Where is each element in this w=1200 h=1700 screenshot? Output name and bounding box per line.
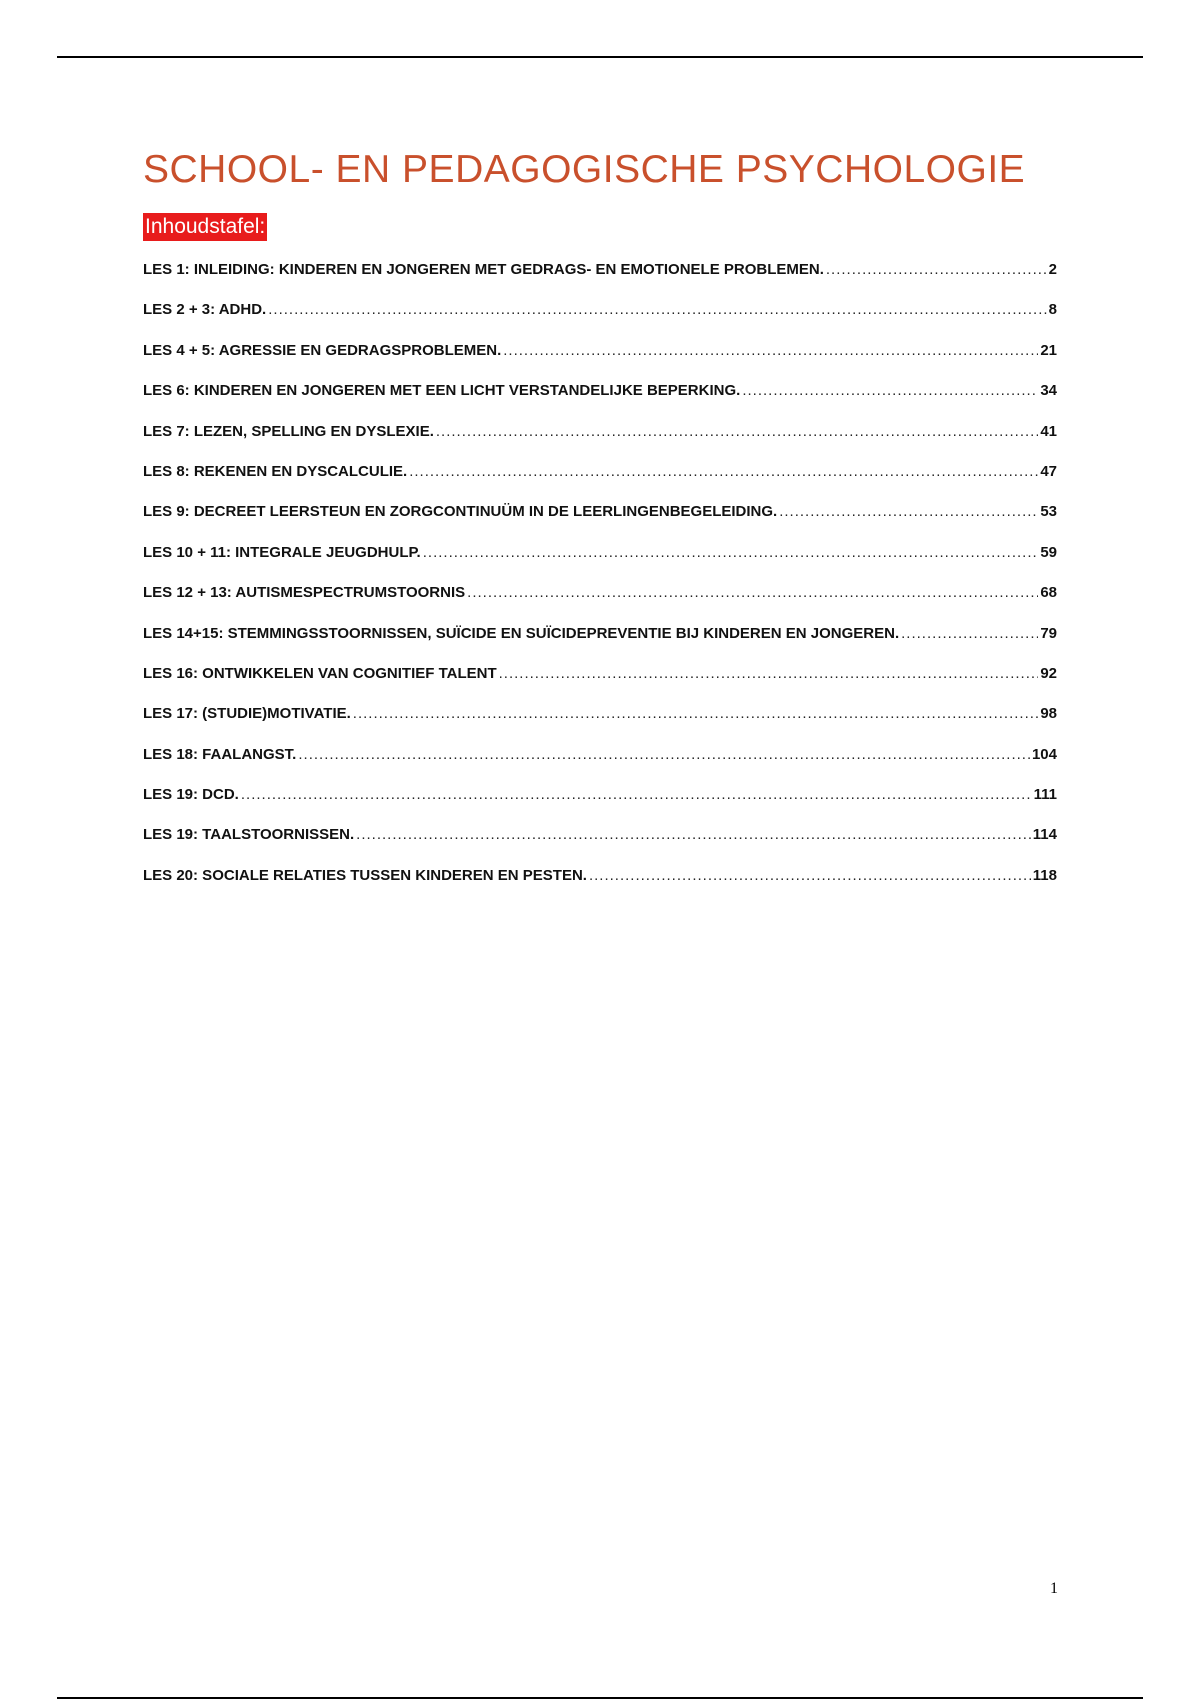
toc-entry-label: LES 12 + 13: AUTISMESPECTRUMSTOORNIS xyxy=(143,584,466,602)
toc-entry-label: LES 20: SOCIALE RELATIES TUSSEN KINDEREN EN PESTEN. xyxy=(143,866,587,884)
toc-entry-page: 47 xyxy=(1040,462,1057,480)
toc-dot-leader xyxy=(356,826,1031,843)
toc-entry[interactable] xyxy=(143,503,1057,543)
toc-entry-label: LES 10 + 11: INTEGRALE JEUGDHULP. xyxy=(143,543,421,561)
page-number: 1 xyxy=(1050,1580,1058,1597)
toc-dot-leader xyxy=(467,584,1038,601)
toc-dot-leader xyxy=(268,301,1046,318)
toc-dot-leader xyxy=(742,382,1038,399)
toc-entry-label: LES 7: LEZEN, SPELLING EN DYSLEXIE. xyxy=(143,422,434,440)
toc-entry-label: LES 17: (STUDIE)MOTIVATIE. xyxy=(143,705,351,723)
toc-entry-page: 53 xyxy=(1040,503,1057,521)
toc-entry[interactable] xyxy=(143,584,1057,624)
toc-dot-leader xyxy=(241,786,1032,803)
footer-rule xyxy=(57,1697,1143,1699)
toc-entry-page: 59 xyxy=(1040,543,1057,561)
toc-entry-page: 104 xyxy=(1031,745,1057,763)
toc-entry-label: LES 19: TAALSTOORNISSEN. xyxy=(143,826,355,844)
toc-dot-leader xyxy=(499,665,1039,682)
toc-entry-label: LES 2 + 3: ADHD. xyxy=(143,301,267,319)
toc-dot-leader xyxy=(503,342,1038,359)
toc-entry[interactable] xyxy=(143,342,1057,382)
toc-entry[interactable] xyxy=(143,867,1057,907)
toc-entry[interactable] xyxy=(143,705,1057,745)
toc-entry-page: 8 xyxy=(1048,301,1057,319)
toc-entry[interactable] xyxy=(143,544,1057,584)
toc-entry[interactable] xyxy=(143,463,1057,503)
toc-entry-label: LES 18: FAALANGST. xyxy=(143,745,297,763)
header-rule xyxy=(57,56,1143,58)
toc-entry-page: 98 xyxy=(1040,705,1057,723)
toc-entry[interactable] xyxy=(143,786,1057,826)
toc-entry-label: LES 1: INLEIDING: KINDEREN EN JONGEREN MET GEDRAGS- EN EMOTIONELE PROBLEMEN. xyxy=(143,261,824,278)
toc-dot-leader xyxy=(779,503,1038,520)
toc-entry-page: 2 xyxy=(1048,261,1057,278)
toc-entry[interactable] xyxy=(143,423,1057,463)
toc-entry-page: 111 xyxy=(1033,786,1057,804)
toc-dot-leader xyxy=(409,463,1038,480)
page-content xyxy=(143,140,1057,907)
toc-entry-page: 21 xyxy=(1040,341,1057,359)
toc-entry[interactable] xyxy=(143,382,1057,422)
toc-entry[interactable] xyxy=(143,261,1057,301)
toc-entry-page: 34 xyxy=(1040,382,1057,400)
toc-entry-page: 114 xyxy=(1032,826,1057,844)
document-title: SCHOOL- EN PEDAGOGISCHE PSYCHOLOGIE xyxy=(143,148,1026,191)
toc-entry-page: 118 xyxy=(1032,866,1057,884)
toc-entry-label: LES 9: DECREET LEERSTEUN EN ZORGCONTINUÜM IN DE LEERLINGENBEGELEIDING. xyxy=(143,503,778,521)
toc-entry-label: LES 16: ONTWIKKELEN VAN COGNITIEF TALENT xyxy=(143,664,497,682)
toc-entry[interactable] xyxy=(143,746,1057,786)
toc-entry[interactable] xyxy=(143,665,1057,705)
toc-entry[interactable] xyxy=(143,301,1057,341)
toc-dot-leader xyxy=(436,423,1038,440)
toc-dot-leader xyxy=(423,544,1039,561)
toc-dot-leader xyxy=(353,705,1039,722)
toc-entry-page: 79 xyxy=(1040,624,1057,642)
toc-dot-leader xyxy=(589,867,1031,884)
toc-entry-label: LES 6: KINDEREN EN JONGEREN MET EEN LICHT VERSTANDELIJKE BEPERKING. xyxy=(143,382,741,400)
toc-entry-label: LES 14+15: STEMMINGSSTOORNISSEN, SUÏCIDE EN SUÏCIDEPREVENTIE BIJ KINDEREN EN JONGEREN. xyxy=(143,624,900,642)
toc-entry-label: LES 8: REKENEN EN DYSCALCULIE. xyxy=(143,462,408,480)
toc-entry-label: LES 4 + 5: AGRESSIE EN GEDRAGSPROBLEMEN. xyxy=(143,341,502,359)
toc-entry[interactable] xyxy=(143,625,1057,665)
toc-entry-label: LES 19: DCD. xyxy=(143,786,239,804)
toc-dot-leader xyxy=(298,746,1030,763)
toc-heading: Inhoudstafel: xyxy=(143,213,267,241)
toc-entry-page: 41 xyxy=(1040,422,1057,440)
toc-dot-leader xyxy=(901,625,1038,642)
toc-entry-page: 92 xyxy=(1040,664,1057,682)
table-of-contents xyxy=(143,261,1057,907)
toc-dot-leader xyxy=(826,261,1047,278)
toc-entry[interactable] xyxy=(143,826,1057,866)
toc-entry-page: 68 xyxy=(1040,584,1057,602)
